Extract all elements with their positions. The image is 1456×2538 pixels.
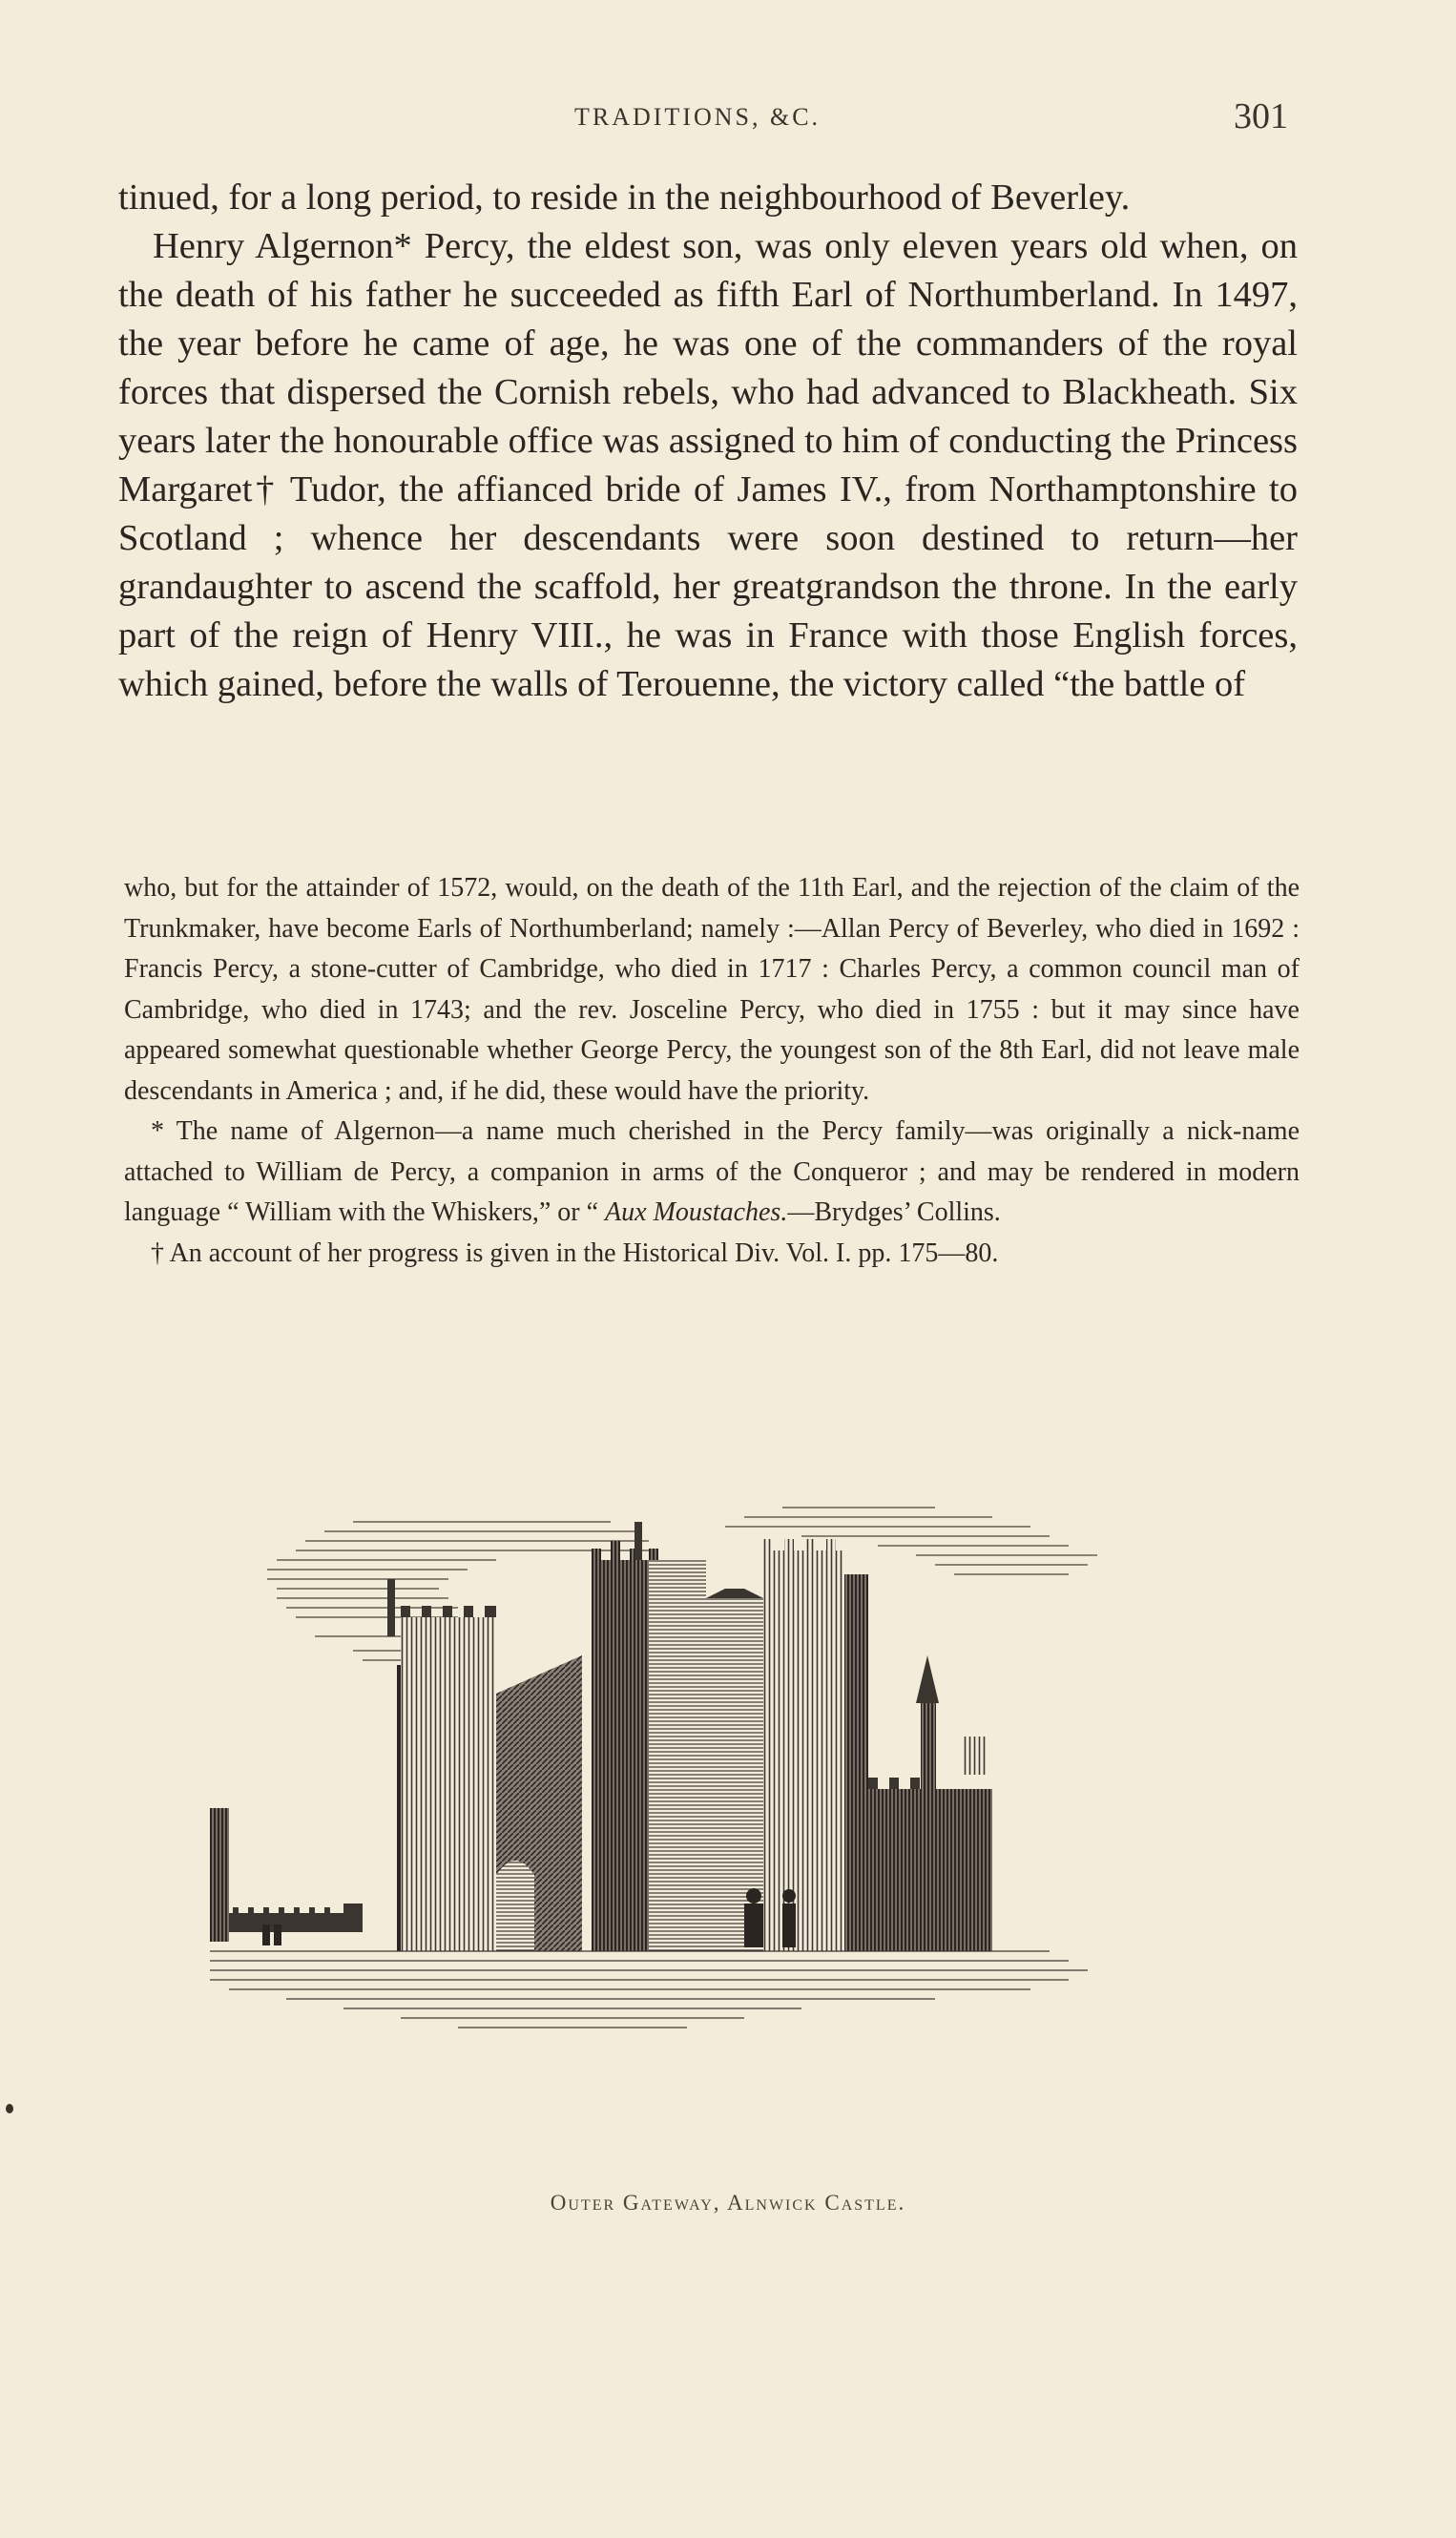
footnote-algernon-source: —Brydges’ Collins. [787,1197,1001,1227]
page-number: 301 [1234,96,1288,136]
castle-engraving-art [210,1484,1250,2037]
gatehouse [210,1522,992,1951]
paragraph-henry-algernon: Henry Algernon* Percy, the eldest son, was only eleven years old when, on the death of his father he succeeded as fifth Earl of Northumberland. In 1497, the year before he came of age, he was one of the commanders of the royal forces that dispersed the Cornish rebels, who had advanced to Blackheath. Six years later the honourable office was assigned to him of conducting the Princess Margaret† Tudor, the affianced bride of James IV., from Northamptonshire to Scotland ; whence her descendants were soon destined to return—her grandaughter to ascend the scaffold, her greatgrandson the throne. In the early part of the reign of Henry VIII., he was in France with those English forces, which gained, before the walls of Terouenne, the victory called “the battle of [118,226,1298,704]
footnote-margaret-text: An account of her progress is given in the Historical Div. Vol. I. pp. 175—80. [169,1238,999,1268]
running-head [118,95,1288,143]
curtain-wall-left [210,1904,363,1932]
footnote-algernon-italic: Aux Moustaches. [605,1197,788,1227]
illustration-caption: Outer Gateway, Alnwick Castle. [550,2191,906,2215]
footnote-dagger-marker: † [151,1238,164,1268]
body-text [118,174,1298,709]
footnote-algernon-text: The name of Algernon—a name much cherished in the Percy family—was originally a nick-name attached to William de Percy, a companion in arms of the Conqueror ; and may be rendered in modern language “ William with the Whiskers,” or “ [124,1116,1300,1227]
castle-engraving [210,1484,1250,1770]
footnote-algernon [124,1112,1300,1234]
footnote-continuation: who, but for the attainder of 1572, would, on the death of the 11th Earl, and the rejection of the claim of the Trunkmaker, have become Earls of Northumberland; namely :—Allan Percy of Beverley, who died in 1692 : Francis Percy, a stone-cutter of Cambridge, who died in 1717 : Charles Percy, a common council man of Cambridge, who died in 1743; and the rev. Josceline Percy, who died in 1755 : but it may since have appeared somewhat questionable whether George Percy, the youngest son of the 8th Earl, did not leave male descendants in America ; and, if he did, these would have the priority. [124,873,1300,1106]
paragraph-continued: tinued, for a long period, to reside in the neighbourhood of Beverley. [118,177,1131,218]
footnote-margaret [124,1234,1300,1275]
ground-hatching [210,1951,1088,2028]
margin-ink-dot [6,2104,13,2113]
footnote-star-marker: * [151,1116,164,1146]
running-title: TRADITIONS, &C. [574,103,822,131]
footnotes [124,868,1300,1274]
